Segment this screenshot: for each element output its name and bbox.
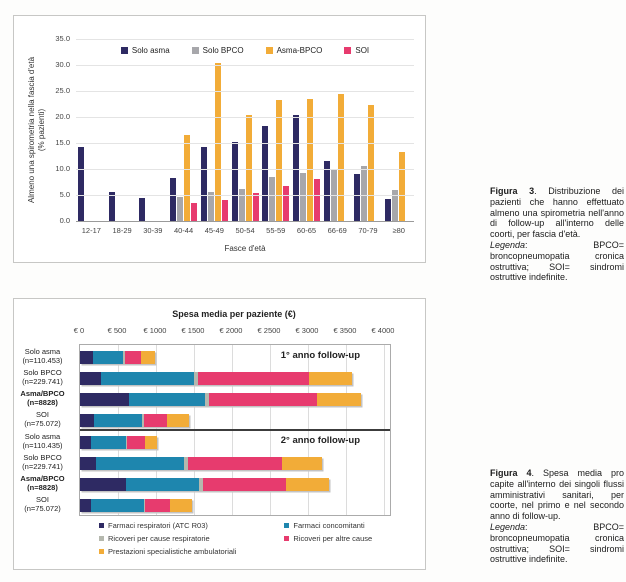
chart2-legend [99,521,409,556]
bar [368,105,374,222]
row-label [14,454,71,471]
legend-label: Solo BPCO [202,46,244,55]
x-tick-label: € 1000 [143,326,167,335]
y-tick-label: 0.0 [59,216,70,225]
legend-swatch [99,523,104,528]
bar-slot [293,115,299,221]
bar [184,135,190,221]
bar-slot [283,186,289,221]
category-group [168,39,199,221]
bar-segment [126,478,199,491]
row-label-cohort: Asma/BPCO [20,389,65,398]
y-tick-label: 30.0 [55,60,70,69]
bar-segment [198,372,309,385]
bar [293,115,299,221]
row-label [14,369,71,386]
y-tick-label: 20.0 [55,112,70,121]
gridline [76,65,414,66]
bar [208,192,214,221]
bar-segment [127,436,145,449]
stacked-bar [80,457,322,470]
row-label-n: (n=110.435) [22,440,63,450]
category-group [260,39,291,221]
bar [354,174,360,221]
stacked-bar [80,436,157,449]
row-label-cohort: Solo BPCO [23,453,62,462]
bar-segment [80,393,129,406]
figure4-caption-body: . Spesa media pro capite all'interno dei singoli flussi amministrativi sanitari, per coorte, nel primo e nel secondo anno di follow-up. [490,468,624,522]
category-group [383,39,414,221]
bar [177,197,183,221]
row-label-cohort: SOI [36,410,49,419]
bar [78,147,84,221]
bar [262,126,268,221]
bar-slot [184,135,190,221]
bar [338,94,344,221]
bar-segment [80,457,96,470]
row-label-cohort: Solo asma [24,347,61,356]
y-tick-label: 5.0 [59,190,70,199]
gridline [76,39,414,40]
bar-segment [94,414,142,427]
x-tick-label: 70-79 [358,226,378,235]
legend-swatch [99,536,104,541]
bar-segment [80,436,91,449]
legend-swatch [284,523,289,528]
x-tick-label: ≥80 [392,226,405,235]
bar-slot [269,177,275,221]
figure3-caption-body: . Distribuzione dei pazienti che hanno effettuato almeno una spirometria nell'anno di follow-up all'interno delle coorti, per fascia d'età. [490,186,624,240]
bar-segment [188,457,283,470]
legend-label: SOI [355,46,370,55]
bar [109,192,115,221]
x-tick-label: 45-49 [204,226,224,235]
x-tick-label: 18-29 [112,226,132,235]
bar [385,199,391,221]
chart1-plot [76,39,414,222]
legend-label: Farmaci respiratori (ATC R03) [108,521,208,530]
row-label-n: (n=8828) [27,482,58,492]
x-tick-label: 50-54 [235,226,255,235]
bar [215,63,221,221]
bar-slot [368,105,374,222]
y-tick-label: 15.0 [55,138,70,147]
bar-slot [253,193,259,221]
legend-label: Solo asma [131,46,170,55]
x-tick-label: € 0 [73,326,85,335]
chart1-y-axis-title-line1: Almeno una spirometria nella fascia d'età [27,56,36,204]
row-label [14,411,71,428]
x-tick-label: 30-39 [143,226,163,235]
gridline [76,169,414,170]
stacked-bar [80,351,155,364]
bar [139,198,145,221]
x-tick-label: € 4000 [371,326,395,335]
x-tick-label: € 3500 [333,326,357,335]
figure4-caption-lead: Figura 4 [490,468,532,478]
bar-segment [141,351,155,364]
bar-segment [317,393,361,406]
bar [276,100,282,221]
y-tick-label: 35.0 [55,34,70,43]
bar-segment [125,351,141,364]
legend-label: Farmaci concomitanti [293,521,365,530]
chart2-plot [79,344,391,516]
category-group [199,39,230,221]
row-label [14,390,71,407]
stacked-bar [80,414,189,427]
x-tick-label: 66-69 [327,226,347,235]
bar [324,161,330,221]
legend-item [284,521,372,530]
bar [399,152,405,221]
bar-segment [93,351,123,364]
bar-segment [129,393,204,406]
bar-slot [232,142,238,221]
bar [300,173,306,221]
chart1-x-axis-title: Fasce d'età [224,244,266,253]
group-label: 2° anno follow-up [280,435,360,446]
bar-slot [361,166,367,221]
figure3-panel [13,15,426,263]
bar-segment [286,478,330,491]
category-group [291,39,322,221]
figure3-caption-text [490,186,624,240]
row-label-cohort: Solo BPCO [23,368,62,377]
category-group [230,39,261,221]
bar-segment [203,478,286,491]
bar-slot [338,94,344,221]
bar-segment [80,499,91,512]
x-tick-label: € 500 [107,326,127,335]
legend-item [266,46,323,55]
legend-swatch [344,47,351,54]
bar-slot [276,100,282,221]
row-label-n: (n=229.741) [22,461,63,471]
bar-segment [80,372,101,385]
chart2-row-labels [14,344,75,514]
bar-slot [177,197,183,221]
legend-label: Ricoveri per altre cause [293,534,373,543]
chart2-x-axis-ticks [73,326,395,336]
group-separator [80,429,390,431]
legend-item [344,46,369,55]
category-group [76,39,107,221]
bar [361,166,367,221]
bar-segment [209,393,317,406]
stacked-bar [80,499,192,512]
legend-item [99,521,236,530]
bar-slot [354,174,360,221]
bar-slot [385,199,391,221]
gridline [76,117,414,118]
bar-slot [399,152,405,221]
stacked-bar [80,372,352,385]
row-label [14,348,71,365]
row-label-cohort: SOI [36,495,49,504]
bar-segment [80,478,126,491]
figure3-caption-legenda-lead: Legenda [490,239,526,250]
bar [253,193,259,221]
legend-item [121,46,170,55]
gridline [76,195,414,196]
figure4-caption-legenda-body: : BPCO= broncopneumopatia cronica ostruttiva; SOI= sindromi ostruttive indefinite. [490,521,624,565]
bar [269,177,275,221]
bar-segment [96,457,184,470]
legend-swatch [121,47,128,54]
category-group [107,39,138,221]
figure4-caption-text [490,468,624,522]
bar [232,142,238,221]
legend-column [284,521,372,556]
bar-slot [139,198,145,221]
chart1-x-axis-labels [76,226,414,235]
row-label [14,475,71,492]
legend-item [99,547,236,556]
figure4-panel [13,298,426,570]
legend-label: Prestazioni specialistiche ambulatoriali [108,547,237,556]
bar-segment [170,499,192,512]
x-tick-label: 40-44 [173,226,194,235]
legend-item [99,534,236,543]
figure4-caption [490,468,624,565]
legend-swatch [99,549,104,554]
bar-slot [78,147,84,221]
bar-segment [145,436,158,449]
legend-swatch [192,47,199,54]
chart1-y-axis-title-line2: (% pazienti) [37,108,46,152]
bar-slot [300,173,306,221]
bar-slot [222,200,228,221]
row-label-n: (n=75.072) [24,418,61,428]
bar-segment [80,414,94,427]
figure3-caption-legenda-body: : BPCO= broncopneumopatia cronica ostruttiva; SOI= sindromi ostruttive indefinite. [490,239,624,283]
bar [283,186,289,221]
x-tick-label: € 2000 [219,326,243,335]
legend-item [192,46,244,55]
bar-slot [215,63,221,221]
bar-segment [167,414,189,427]
row-label-n: (n=229.741) [22,376,63,386]
stacked-bar [80,393,361,406]
x-tick-label: € 3000 [295,326,319,335]
x-tick-label: € 2500 [257,326,281,335]
bar-slot [208,192,214,221]
bar-segment [145,499,170,512]
category-group [322,39,353,221]
bar-slot [262,126,268,221]
bar-segment [144,414,167,427]
legend-column [99,521,236,556]
row-label [14,496,71,513]
bar-slot [201,147,207,221]
legend-label: Asma-BPCO [276,46,323,55]
x-tick-label: 60-65 [296,226,317,235]
row-label-n: (n=110.453) [22,355,63,365]
bar-segment [91,499,144,512]
legend-swatch [284,536,289,541]
gridline [76,91,414,92]
bar-segment [309,372,352,385]
figure3-caption-legenda [490,240,624,283]
chart2-title: Spesa media per paziente (€) [172,309,296,319]
bar-slot [170,178,176,221]
x-tick-label: € 1500 [181,326,205,335]
y-tick-label: 10.0 [55,164,70,173]
bar-segment [91,436,125,449]
x-tick-label: 12-17 [81,226,101,235]
y-tick-label: 25.0 [55,86,70,95]
category-group [353,39,384,221]
x-tick-label: 55-59 [266,226,286,235]
gridline [76,143,414,144]
bar-slot [109,192,115,221]
chart1-legend [76,46,414,55]
chart1-bars [76,39,414,221]
bar [191,203,197,221]
stacked-bar [80,478,329,491]
bar [201,147,207,221]
bar-segment [101,372,195,385]
figure3-caption [490,186,624,283]
category-group [137,39,168,221]
figure4-caption-legenda [490,522,624,565]
row-label-cohort: Solo asma [24,432,61,441]
legend-label: Ricoveri per cause respiratorie [108,534,210,543]
legend-item [284,534,372,543]
figure3-caption-lead: Figura 3 [490,186,535,196]
bar-segment [80,351,93,364]
group-label: 1° anno follow-up [280,350,360,361]
bar-slot [314,179,320,221]
figure4-caption-legenda-lead: Legenda [490,521,526,532]
bar [170,178,176,221]
bar-segment [282,457,322,470]
bar-slot [191,203,197,221]
row-label-cohort: Asma/BPCO [20,474,65,483]
bar-slot [324,161,330,221]
row-label-n: (n=75.072) [24,503,61,513]
bar [222,200,228,221]
legend-swatch [266,47,273,54]
bar [314,179,320,221]
row-label-n: (n=8828) [27,397,58,407]
row-label [14,433,71,450]
